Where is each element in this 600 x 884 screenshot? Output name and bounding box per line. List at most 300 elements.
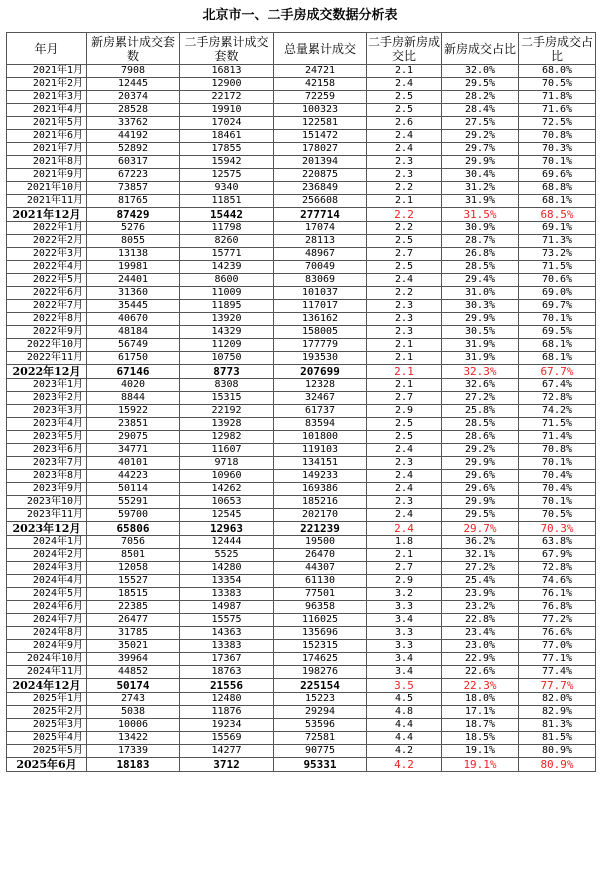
cell-new-house-count: 19981	[87, 261, 180, 274]
cell-total-count: 72581	[274, 732, 367, 745]
cell-second-hand-count: 12982	[180, 431, 274, 444]
cell-ratio: 2.1	[367, 195, 442, 208]
table-row	[7, 65, 596, 78]
cell-new-share: 29.9%	[442, 457, 519, 470]
cell-total-count: 122581	[274, 117, 367, 130]
cell-total-count: 221239	[274, 522, 367, 536]
table-row-year-end	[7, 208, 596, 222]
cell-year-month: 2022年3月	[7, 248, 87, 261]
cell-new-share: 27.2%	[442, 392, 519, 405]
cell-total-count: 95331	[274, 758, 367, 772]
table-row	[7, 575, 596, 588]
cell-year-month: 2025年2月	[7, 706, 87, 719]
cell-total-count: 236849	[274, 182, 367, 195]
cell-year-month: 2024年8月	[7, 627, 87, 640]
cell-new-share: 25.8%	[442, 405, 519, 418]
cell-total-count: 225154	[274, 679, 367, 693]
cell-total-count: 185216	[274, 496, 367, 509]
cell-new-house-count: 60317	[87, 156, 180, 169]
cell-new-house-count: 15527	[87, 575, 180, 588]
table-row	[7, 274, 596, 287]
cell-second-share: 70.1%	[519, 156, 596, 169]
cell-second-hand-count: 13383	[180, 640, 274, 653]
cell-new-house-count: 67223	[87, 169, 180, 182]
cell-second-share: 71.6%	[519, 104, 596, 117]
cell-second-hand-count: 14277	[180, 745, 274, 758]
cell-second-share: 72.5%	[519, 117, 596, 130]
cell-new-share: 31.9%	[442, 352, 519, 365]
cell-new-house-count: 50114	[87, 483, 180, 496]
cell-new-house-count: 18183	[87, 758, 180, 772]
cell-year-month: 2023年4月	[7, 418, 87, 431]
cell-second-share: 70.6%	[519, 274, 596, 287]
cell-second-share: 76.6%	[519, 627, 596, 640]
cell-ratio: 4.8	[367, 706, 442, 719]
cell-total-count: 29294	[274, 706, 367, 719]
cell-second-hand-count: 17367	[180, 653, 274, 666]
table-row	[7, 222, 596, 235]
cell-new-share: 29.2%	[442, 444, 519, 457]
table-row	[7, 706, 596, 719]
cell-year-month: 2022年2月	[7, 235, 87, 248]
cell-second-hand-count: 22192	[180, 405, 274, 418]
cell-new-house-count: 23851	[87, 418, 180, 431]
cell-ratio: 3.3	[367, 601, 442, 614]
cell-total-count: 202170	[274, 509, 367, 522]
cell-total-count: 72259	[274, 91, 367, 104]
cell-new-share: 31.5%	[442, 208, 519, 222]
cell-second-hand-count: 12963	[180, 522, 274, 536]
data-table	[6, 32, 596, 772]
cell-second-share: 73.2%	[519, 248, 596, 261]
cell-new-share: 22.6%	[442, 666, 519, 679]
table-row	[7, 156, 596, 169]
cell-new-share: 29.2%	[442, 130, 519, 143]
cell-total-count: 53596	[274, 719, 367, 732]
table-row	[7, 300, 596, 313]
table-row	[7, 549, 596, 562]
cell-year-month: 2021年9月	[7, 169, 87, 182]
cell-second-share: 76.8%	[519, 601, 596, 614]
table-row	[7, 653, 596, 666]
cell-new-house-count: 44223	[87, 470, 180, 483]
cell-new-house-count: 67146	[87, 365, 180, 379]
cell-second-share: 69.5%	[519, 326, 596, 339]
cell-second-hand-count: 12444	[180, 536, 274, 549]
table-row	[7, 235, 596, 248]
cell-new-house-count: 40101	[87, 457, 180, 470]
cell-ratio: 2.1	[367, 65, 442, 78]
cell-second-hand-count: 14262	[180, 483, 274, 496]
cell-new-share: 30.4%	[442, 169, 519, 182]
cell-second-hand-count: 18461	[180, 130, 274, 143]
cell-total-count: 177779	[274, 339, 367, 352]
cell-second-hand-count: 9718	[180, 457, 274, 470]
cell-total-count: 220875	[274, 169, 367, 182]
cell-ratio: 3.3	[367, 640, 442, 653]
cell-new-house-count: 8055	[87, 235, 180, 248]
table-row	[7, 509, 596, 522]
cell-second-share: 71.8%	[519, 91, 596, 104]
table-row	[7, 130, 596, 143]
table-row	[7, 169, 596, 182]
cell-year-month: 2024年1月	[7, 536, 87, 549]
header-year-month: 年月	[7, 33, 87, 65]
cell-second-hand-count: 12575	[180, 169, 274, 182]
header-second-share: 二手房成交占比	[519, 33, 596, 65]
table-row	[7, 640, 596, 653]
cell-new-share: 29.9%	[442, 496, 519, 509]
cell-ratio: 2.2	[367, 182, 442, 195]
cell-year-month: 2022年1月	[7, 222, 87, 235]
cell-second-hand-count: 8773	[180, 365, 274, 379]
cell-second-hand-count: 11798	[180, 222, 274, 235]
cell-second-hand-count: 13920	[180, 313, 274, 326]
cell-year-month: 2024年10月	[7, 653, 87, 666]
cell-ratio: 2.2	[367, 222, 442, 235]
cell-year-month: 2025年1月	[7, 693, 87, 706]
cell-new-share: 29.6%	[442, 470, 519, 483]
cell-ratio: 4.5	[367, 693, 442, 706]
cell-new-share: 29.6%	[442, 483, 519, 496]
cell-second-hand-count: 3712	[180, 758, 274, 772]
cell-new-share: 30.5%	[442, 326, 519, 339]
cell-second-hand-count: 9340	[180, 182, 274, 195]
cell-second-hand-count: 11209	[180, 339, 274, 352]
cell-second-share: 68.1%	[519, 195, 596, 208]
cell-year-month: 2021年10月	[7, 182, 87, 195]
cell-new-share: 18.5%	[442, 732, 519, 745]
cell-new-house-count: 8844	[87, 392, 180, 405]
cell-ratio: 2.1	[367, 549, 442, 562]
table-row	[7, 78, 596, 91]
cell-year-month: 2022年6月	[7, 287, 87, 300]
cell-second-share: 70.4%	[519, 483, 596, 496]
cell-new-house-count: 35445	[87, 300, 180, 313]
cell-new-house-count: 20374	[87, 91, 180, 104]
cell-year-month: 2024年7月	[7, 614, 87, 627]
cell-year-month: 2025年5月	[7, 745, 87, 758]
cell-total-count: 90775	[274, 745, 367, 758]
cell-year-month: 2022年9月	[7, 326, 87, 339]
cell-new-share: 22.8%	[442, 614, 519, 627]
cell-second-hand-count: 15569	[180, 732, 274, 745]
cell-year-month: 2024年3月	[7, 562, 87, 575]
cell-new-house-count: 73857	[87, 182, 180, 195]
cell-year-month: 2023年10月	[7, 496, 87, 509]
cell-year-month: 2023年1月	[7, 379, 87, 392]
cell-new-house-count: 40670	[87, 313, 180, 326]
table-row	[7, 470, 596, 483]
cell-ratio: 2.5	[367, 235, 442, 248]
cell-ratio: 2.5	[367, 261, 442, 274]
cell-year-month: 2022年5月	[7, 274, 87, 287]
table-row	[7, 182, 596, 195]
cell-second-share: 70.1%	[519, 313, 596, 326]
table-row	[7, 719, 596, 732]
table-row	[7, 248, 596, 261]
cell-new-share: 29.4%	[442, 274, 519, 287]
table-row	[7, 287, 596, 300]
cell-new-house-count: 65806	[87, 522, 180, 536]
table-row	[7, 392, 596, 405]
cell-year-month: 2023年2月	[7, 392, 87, 405]
cell-new-share: 29.5%	[442, 509, 519, 522]
table-row	[7, 614, 596, 627]
cell-new-house-count: 31360	[87, 287, 180, 300]
cell-second-share: 71.5%	[519, 418, 596, 431]
cell-second-share: 68.8%	[519, 182, 596, 195]
cell-new-share: 19.1%	[442, 758, 519, 772]
cell-ratio: 2.4	[367, 522, 442, 536]
cell-new-house-count: 12445	[87, 78, 180, 91]
cell-year-month: 2022年10月	[7, 339, 87, 352]
cell-new-house-count: 55291	[87, 496, 180, 509]
cell-second-share: 77.2%	[519, 614, 596, 627]
cell-new-share: 31.2%	[442, 182, 519, 195]
cell-new-share: 23.0%	[442, 640, 519, 653]
cell-second-hand-count: 14280	[180, 562, 274, 575]
cell-ratio: 2.4	[367, 274, 442, 287]
cell-new-share: 29.9%	[442, 313, 519, 326]
cell-new-house-count: 50174	[87, 679, 180, 693]
cell-new-share: 29.5%	[442, 78, 519, 91]
cell-second-share: 70.1%	[519, 496, 596, 509]
table-row	[7, 91, 596, 104]
cell-ratio: 2.1	[367, 379, 442, 392]
cell-second-hand-count: 13928	[180, 418, 274, 431]
cell-second-share: 72.8%	[519, 392, 596, 405]
cell-new-house-count: 10006	[87, 719, 180, 732]
cell-new-share: 36.2%	[442, 536, 519, 549]
cell-new-house-count: 52892	[87, 143, 180, 156]
cell-new-house-count: 44852	[87, 666, 180, 679]
cell-second-share: 77.1%	[519, 653, 596, 666]
cell-new-house-count: 87429	[87, 208, 180, 222]
table-row	[7, 745, 596, 758]
cell-ratio: 2.9	[367, 575, 442, 588]
cell-ratio: 2.4	[367, 483, 442, 496]
cell-new-house-count: 33762	[87, 117, 180, 130]
cell-new-house-count: 61750	[87, 352, 180, 365]
cell-ratio: 2.4	[367, 470, 442, 483]
table-row	[7, 143, 596, 156]
cell-new-house-count: 15922	[87, 405, 180, 418]
header-new-share: 新房成交占比	[442, 33, 519, 65]
cell-second-share: 80.9%	[519, 758, 596, 772]
cell-total-count: 151472	[274, 130, 367, 143]
cell-second-share: 63.8%	[519, 536, 596, 549]
cell-second-hand-count: 18763	[180, 666, 274, 679]
table-header-row	[7, 33, 596, 65]
header-new-house-count: 新房累计成交套数	[87, 33, 180, 65]
cell-total-count: 135696	[274, 627, 367, 640]
cell-ratio: 2.5	[367, 418, 442, 431]
cell-second-hand-count: 11895	[180, 300, 274, 313]
cell-second-share: 68.1%	[519, 339, 596, 352]
cell-total-count: 28113	[274, 235, 367, 248]
cell-second-share: 69.1%	[519, 222, 596, 235]
cell-second-hand-count: 8308	[180, 379, 274, 392]
cell-year-month: 2024年5月	[7, 588, 87, 601]
cell-year-month: 2025年3月	[7, 719, 87, 732]
cell-total-count: 174625	[274, 653, 367, 666]
cell-year-month: 2022年8月	[7, 313, 87, 326]
cell-total-count: 149233	[274, 470, 367, 483]
cell-second-hand-count: 10960	[180, 470, 274, 483]
cell-total-count: 12328	[274, 379, 367, 392]
cell-year-month: 2023年11月	[7, 509, 87, 522]
cell-total-count: 152315	[274, 640, 367, 653]
cell-total-count: 201394	[274, 156, 367, 169]
cell-total-count: 207699	[274, 365, 367, 379]
cell-year-month: 2022年4月	[7, 261, 87, 274]
cell-new-share: 23.2%	[442, 601, 519, 614]
cell-new-house-count: 22385	[87, 601, 180, 614]
cell-second-share: 70.4%	[519, 470, 596, 483]
table-row	[7, 117, 596, 130]
cell-ratio: 2.3	[367, 313, 442, 326]
cell-year-month: 2021年11月	[7, 195, 87, 208]
cell-year-month: 2021年1月	[7, 65, 87, 78]
cell-year-month: 2023年5月	[7, 431, 87, 444]
cell-ratio: 2.1	[367, 352, 442, 365]
cell-new-house-count: 13422	[87, 732, 180, 745]
table-row-year-end	[7, 679, 596, 693]
cell-total-count: 48967	[274, 248, 367, 261]
cell-second-share: 72.8%	[519, 562, 596, 575]
cell-new-house-count: 44192	[87, 130, 180, 143]
cell-total-count: 193530	[274, 352, 367, 365]
cell-second-hand-count: 16813	[180, 65, 274, 78]
cell-second-share: 77.0%	[519, 640, 596, 653]
cell-second-share: 70.3%	[519, 143, 596, 156]
cell-new-house-count: 5276	[87, 222, 180, 235]
cell-new-share: 32.1%	[442, 549, 519, 562]
cell-ratio: 2.4	[367, 130, 442, 143]
cell-ratio: 2.5	[367, 91, 442, 104]
cell-new-share: 25.4%	[442, 575, 519, 588]
cell-second-hand-count: 11009	[180, 287, 274, 300]
cell-ratio: 2.4	[367, 444, 442, 457]
cell-new-share: 28.5%	[442, 418, 519, 431]
cell-total-count: 26470	[274, 549, 367, 562]
cell-second-share: 67.4%	[519, 379, 596, 392]
table-row	[7, 666, 596, 679]
cell-second-share: 69.7%	[519, 300, 596, 313]
cell-year-month: 2021年12月	[7, 208, 87, 222]
table-row	[7, 457, 596, 470]
cell-total-count: 178027	[274, 143, 367, 156]
cell-ratio: 3.4	[367, 614, 442, 627]
cell-new-share: 28.5%	[442, 261, 519, 274]
cell-second-share: 70.5%	[519, 509, 596, 522]
cell-total-count: 77501	[274, 588, 367, 601]
cell-new-house-count: 28528	[87, 104, 180, 117]
cell-ratio: 2.7	[367, 562, 442, 575]
cell-ratio: 4.2	[367, 745, 442, 758]
cell-second-hand-count: 13354	[180, 575, 274, 588]
cell-second-hand-count: 5525	[180, 549, 274, 562]
cell-second-share: 82.9%	[519, 706, 596, 719]
header-ratio: 二手房新房成交比	[367, 34, 440, 63]
cell-year-month: 2021年8月	[7, 156, 87, 169]
cell-second-hand-count: 11876	[180, 706, 274, 719]
cell-new-house-count: 81765	[87, 195, 180, 208]
cell-year-month: 2023年9月	[7, 483, 87, 496]
cell-second-hand-count: 14987	[180, 601, 274, 614]
cell-total-count: 119103	[274, 444, 367, 457]
cell-new-house-count: 29075	[87, 431, 180, 444]
cell-ratio: 3.2	[367, 588, 442, 601]
cell-total-count: 44307	[274, 562, 367, 575]
cell-year-month: 2024年2月	[7, 549, 87, 562]
cell-ratio: 2.4	[367, 509, 442, 522]
cell-new-house-count: 48184	[87, 326, 180, 339]
table-title: 北京市一、二手房成交数据分析表	[202, 8, 398, 23]
cell-second-hand-count: 13383	[180, 588, 274, 601]
cell-second-share: 82.0%	[519, 693, 596, 706]
cell-total-count: 116025	[274, 614, 367, 627]
cell-ratio: 3.3	[367, 627, 442, 640]
cell-total-count: 158005	[274, 326, 367, 339]
cell-ratio: 2.3	[367, 169, 442, 182]
cell-second-share: 81.5%	[519, 732, 596, 745]
cell-new-share: 23.9%	[442, 588, 519, 601]
cell-second-hand-count: 11607	[180, 444, 274, 457]
cell-new-share: 31.0%	[442, 287, 519, 300]
cell-total-count: 96358	[274, 601, 367, 614]
cell-second-share: 77.4%	[519, 666, 596, 679]
table-row-year-end	[7, 758, 596, 772]
cell-second-hand-count: 15575	[180, 614, 274, 627]
cell-new-house-count: 35021	[87, 640, 180, 653]
cell-second-hand-count: 15442	[180, 208, 274, 222]
cell-second-hand-count: 17024	[180, 117, 274, 130]
cell-new-share: 22.3%	[442, 679, 519, 693]
cell-second-share: 80.9%	[519, 745, 596, 758]
cell-total-count: 136162	[274, 313, 367, 326]
table-row	[7, 601, 596, 614]
cell-year-month: 2024年12月	[7, 679, 87, 693]
cell-year-month: 2021年5月	[7, 117, 87, 130]
cell-ratio: 2.3	[367, 496, 442, 509]
table-row	[7, 352, 596, 365]
cell-second-share: 71.3%	[519, 235, 596, 248]
cell-year-month: 2021年7月	[7, 143, 87, 156]
cell-new-share: 23.4%	[442, 627, 519, 640]
cell-ratio: 2.6	[367, 117, 442, 130]
cell-year-month: 2024年6月	[7, 601, 87, 614]
cell-second-share: 70.3%	[519, 522, 596, 536]
cell-new-house-count: 7908	[87, 65, 180, 78]
table-row	[7, 195, 596, 208]
cell-ratio: 4.4	[367, 719, 442, 732]
table-row	[7, 313, 596, 326]
cell-second-hand-count: 14239	[180, 261, 274, 274]
cell-total-count: 42158	[274, 78, 367, 91]
cell-year-month: 2025年4月	[7, 732, 87, 745]
header-second-hand-count: 二手房累计成交套数	[180, 33, 274, 65]
table-row	[7, 627, 596, 640]
cell-new-house-count: 5038	[87, 706, 180, 719]
cell-second-hand-count: 22172	[180, 91, 274, 104]
cell-new-share: 28.4%	[442, 104, 519, 117]
cell-year-month: 2021年6月	[7, 130, 87, 143]
cell-second-share: 69.6%	[519, 169, 596, 182]
table-row	[7, 339, 596, 352]
cell-second-hand-count: 8600	[180, 274, 274, 287]
